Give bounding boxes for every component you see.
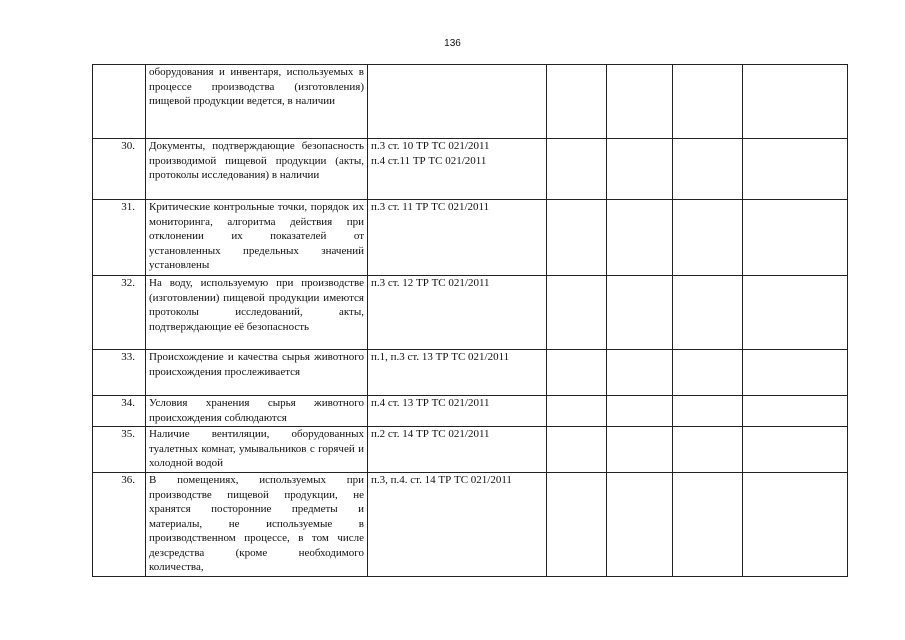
reference-cell (368, 65, 547, 139)
requirement-cell: На воду, используемую при производстве (изготовлении) пищевой продукции имеются протоколы исследований, акты, подтверждающие её безопасность (146, 276, 368, 350)
empty-cell (547, 427, 607, 473)
row-number: 31. (93, 200, 146, 276)
table-row (93, 65, 848, 139)
empty-cell (673, 65, 743, 139)
row-number: 33. (93, 350, 146, 396)
requirement-cell: В помещениях, используемых при производстве пищевой продукции, не хранятся посторонние предметы и материалы, не используемые в производственном процессе, в том числе дезсредства (кроме необходимого количества, (146, 473, 368, 577)
empty-cell (547, 473, 607, 577)
checklist-table (92, 64, 848, 577)
empty-cell (607, 350, 673, 396)
requirement-cell: Критические контрольные точки, порядок их мониторинга, алгоритма действия при отклонении их показателей от установленных предельных значений установлены (146, 200, 368, 276)
reference-cell: п.3, п.4. ст. 14 ТР ТС 021/2011 (368, 473, 547, 577)
row-number: 32. (93, 276, 146, 350)
empty-cell (743, 200, 848, 276)
table-row (93, 200, 848, 276)
requirement-cell: оборудования и инвентаря, используемых в процессе производства (изготовления) пищевой продукции ведется, в наличии (146, 65, 368, 139)
reference-cell: п.3 ст. 11 ТР ТС 021/2011 (368, 200, 547, 276)
empty-cell (547, 396, 607, 427)
reference-cell: п.3 ст. 12 ТР ТС 021/2011 (368, 276, 547, 350)
empty-cell (743, 473, 848, 577)
empty-cell (743, 350, 848, 396)
table-row (93, 473, 848, 577)
requirement-cell: Документы, подтверждающие безопасность производимой пищевой продукции (акты, протоколы исследования) в наличии (146, 139, 368, 200)
row-number: 34. (93, 396, 146, 427)
empty-cell (607, 276, 673, 350)
empty-cell (547, 139, 607, 200)
empty-cell (673, 350, 743, 396)
page-number: 136 (444, 38, 461, 49)
table-row (93, 350, 848, 396)
empty-cell (743, 139, 848, 200)
table-row (93, 276, 848, 350)
empty-cell (607, 473, 673, 577)
empty-cell (743, 427, 848, 473)
empty-cell (673, 276, 743, 350)
empty-cell (607, 65, 673, 139)
empty-cell (607, 200, 673, 276)
reference-cell: п.1, п.3 ст. 13 ТР ТС 021/2011 (368, 350, 547, 396)
empty-cell (673, 473, 743, 577)
empty-cell (673, 427, 743, 473)
table-row (93, 139, 848, 200)
empty-cell (673, 139, 743, 200)
empty-cell (743, 65, 848, 139)
row-number: 36. (93, 473, 146, 577)
empty-cell (547, 200, 607, 276)
empty-cell (743, 396, 848, 427)
requirement-cell: Условия хранения сырья животного происхождения соблюдаются (146, 396, 368, 427)
row-number: 30. (93, 139, 146, 200)
empty-cell (673, 396, 743, 427)
requirement-cell: Наличие вентиляции, оборудованных туалетных комнат, умывальников с горячей и холодной водой (146, 427, 368, 473)
row-number (93, 65, 146, 139)
reference-cell: п.4 ст. 13 ТР ТС 021/2011 (368, 396, 547, 427)
table-row (93, 396, 848, 427)
reference-cell: п.3 ст. 10 ТР ТС 021/2011 п.4 ст.11 ТР ТС 021/2011 (368, 139, 547, 200)
row-number: 35. (93, 427, 146, 473)
empty-cell (673, 200, 743, 276)
empty-cell (607, 427, 673, 473)
table-row (93, 427, 848, 473)
empty-cell (607, 139, 673, 200)
empty-cell (743, 276, 848, 350)
empty-cell (607, 396, 673, 427)
empty-cell (547, 276, 607, 350)
empty-cell (547, 350, 607, 396)
reference-cell: п.2 ст. 14 ТР ТС 021/2011 (368, 427, 547, 473)
requirement-cell: Происхождение и качества сырья животного происхождения прослеживается (146, 350, 368, 396)
empty-cell (547, 65, 607, 139)
